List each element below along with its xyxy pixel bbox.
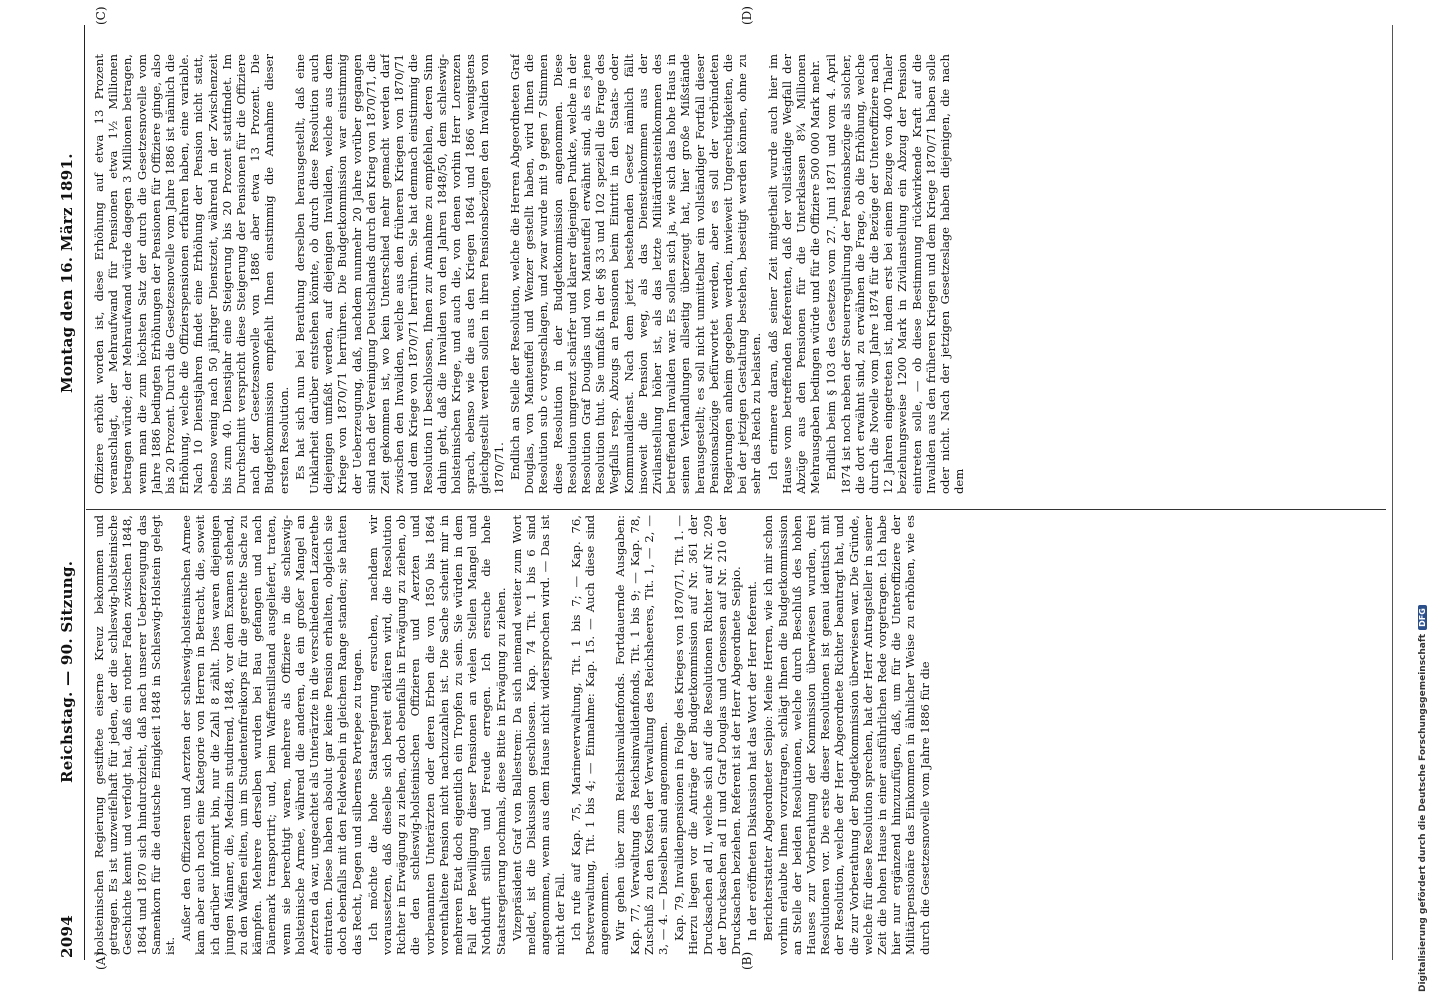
margin-marker-b: (B) [740, 951, 754, 970]
paragraph: Es hat sich nun bei Berathung derselben herausgestellt, daß eine Unklarheit darüber entstehen könnte, ob durch diese Resolution auch diejenigen umfaßt werden, auf diejenigen Invaliden, welche aus dem Kriege von 1870/71 herrühren. Die Budgetkommission war einstimmig der Ueberzeugung, daß, nachdem nunmehr 20 Jahre vorüber gegangen sind nach der Vereinigung Deutschlands durch den Krieg von 1870/71, die Zeit gekommen ist, wo kein Unterschied mehr gemacht werden darf zwischen den Invaliden, welche aus den früheren Kriegen von 1870/71 und dem Kriege von 1870/71 herrühren. Sie hat demnach einstimmig die Resolution II beschlossen, Ihnen zur Annahme zu empfehlen, deren Sinn dahin geht, daß die Invaliden von den Jahren 1848/50, dem schleswig-holsteinischen Kriege, und auch die, von denen vorhin Herr Lorenzen sprach, ebenso wie die aus den Kriegen 1864 und 1866 wenigstens gleichgestellt werden sollen in ihren Pensionsbezügen den Invaliden von 1870/71. [292, 54, 506, 494]
paragraph: holsteinischen Regierung gestiftete eiserne Kreuz bekommen und getragen. Es ist unzweifelhaft für jeden, der die schleswig-holsteinische Geschichte kennt und verfolgt hat, daß ein rother Faden zwischen 1848, 1864 und 1870 sich hindurchzieht, daß nach unserer Ueberzeugung das Samenkorn für die deutsche Einigkeit 1848 in Schleswig-Holstein gelegt ist. [92, 515, 178, 955]
page-header [58, 28, 80, 958]
paragraph: Offiziere erhöht worden ist, diese Erhöhung auf etwa 13 Prozent veranschlagt, der Mehraufwand für Pensionen etwa 1½ Millionen betragen würde; der Mehraufwand würde dagegen 3 Millionen betragen, wenn man die zum höchsten Satz der durch die Gesetzesnovelle vom Jahre 1886 bedingten Erhöhungen der Pensionen für Offiziere ginge, also bis 20 Prozent. Durch die Gesetzesnovelle vom Jahre 1886 ist nämlich die Erhöhung, welche die Offizierspensionen erfahren haben, eine variable. Nach 10 Dienstjahren findet eine Erhöhung der Pension nicht statt, ebenso wenig nach 50 jähriger Dienstzeit, während in der Zwischenzeit bis zum 40. Dienstjahr eine Steigerung bis 20 Prozent stattfindet. Im Durchschnitt verspricht diese Steigerung der Pensionen für die Offiziere nach der Gesetzesnovelle von 1886 aber etwa 13 Prozent. Die Budgetkommission empfiehlt Ihnen einstimmig die Annahme dieser ersten Resolution. [92, 54, 291, 494]
margin-marker-d: (D) [740, 6, 754, 25]
footer-rule [1392, 25, 1393, 960]
paragraph: Ich möchte die hohe Staatsregierung ersuchen, nachdem wir voraussetzen, daß dieselbe sich bereit erklären wird, die Resolution Richter in Erwägung zu ziehen, doch ebenfalls in Erwägung zu ziehen, ob die den schleswig-holsteinischen Offizieren und Aerzten und vorbenannten Unterärzten oder deren Erben die von 1850 bis 1864 vorenthaltene Pension nicht nachzuzahlen ist. Die Sache scheint mir in mehreren Etat doch eigentlich ein Tropfen zu sein. Sie würden in dem Fall der Bewilligung dieser Pensionen an vielen Stellen Mangel und Nothdurft stillen und Freude erregen. Ich ersuche die hohe Staatsregierung nochmals, diese Bitte in Erwägung zu ziehen. [365, 515, 508, 955]
paragraph: Endlich beim § 103 des Gesetzes vom 27. Juni 1871 und vom 4. April 1874 ist noch neben der Steuerregulirung der Pensionsbezüge als solcher, die dort erwähnt sind, zu erwähnen die Frage, ob die Erhöhung, welche durch die Novelle vom Jahre 1874 für die Bezüge der Unteroffiziere nach 12 Jahren eingetreten ist, indem erst bei einem Bezuge von 400 Thaler beziehungsweise 1200 Mark in Zivilanstellung ein Abzug der Pension eintreten solle, — ob diese Bestimmung rückwirkende Kraft auf die Invaliden aus den früheren Kriegen und dem Kriege 1870/71 haben solle oder nicht. Nach der jetzigen Gesetzeslage haben diejenigen, die nach dem [824, 54, 967, 494]
paragraph: Vizepräsident Graf von Ballestrem: Da sich niemand weiter zum Wort meldet, ist die Diskussion geschlossen. Kap. 74 Tit. 1 bis 6 sind angenommen, wenn aus dem Hause nicht widersprochen wird. — Das ist nicht der Fall. [509, 515, 567, 955]
left-column [92, 515, 1382, 955]
page-number: 2094 [58, 915, 76, 958]
dfg-logo: DFG [1418, 605, 1427, 630]
margin-marker-a: (A) [94, 951, 108, 970]
header-rule [84, 25, 85, 960]
margin-marker-c: (C) [94, 6, 108, 25]
paragraph: In der eröffneten Diskussion hat das Wort der Herr Referent. [745, 581, 760, 941]
paragraph: Wir gehen über zum Reichsinvalidenfonds. Fortdauernde Ausgaben: Kap. 77, Verwaltung des Reichsinvalidenfonds, Tit. 1 bis 9; — Kap. 78, Zuschuß zu den Kosten der Verwaltung des Reichsheeres, Tit. 1, — 2, — 3, — 4. — Dieselben sind angenommen. [613, 515, 670, 955]
paragraph: Ich rufe auf Kap. 75, Marineverwaltung, Tit. 1 bis 7; — Kap. 76, Postverwaltung, Tit. 1 bis 4; — Einnahme: Kap. 15. — Auch diese sind angenommen. [568, 515, 612, 955]
session-date: Montag den 16. März 1891. [58, 153, 76, 393]
paragraph: Endlich an Stelle der Resolution, welche die Herren Abgeordneten Graf Douglas, von Manteuffel und Wenzer gestellt haben, wird Ihnen die Resolution sub c vorgeschlagen, und zwar wurde mit 9 gegen 7 Stimmen diese Resolution in der Budgetkommission angenommen. Diese Resolution umgrenzt schärfer und klarer diejenigen Punkte, welche in der Resolution Graf Douglas und von Manteuffel erwähnt sind, als es jene Resolution thut. Sie umfaßt in der §§ 33 und 102 speziell die Frage des Wegfalls resp. Abzugs an Pensionen beim Eintritt in den Staats- oder Kommunaldienst. Nach dem jetzt bestehenden Gesetz nämlich fällt insoweit die Pension weg, als das Diensteinkommen aus der Zivilanstellung höher ist, als das letzte Militärdiensteinkommen des betreffenden Invaliden war. Es sollen sich ja, wie sich das hohe Haus in seinen Verhandlungen allseitig überzeugt hat, hier große Mißstände herausgestellt; es soll nicht unmittelbar ein vollständiger Fortfall dieser Pensionsabzüge befürwortet werden, aber es soll der verbündeten Regierungen anheim gegeben werden, inwieweit Ungerechtigkeiten, die bei der jetzigen Gestaltung bestehen, beseitigt werden können, ohne zu sehr das Reich zu belasten. [507, 54, 764, 494]
paragraph: Berichterstatter Abgeordneter Seipio: Meine Herren, wie ich mir schon vorhin erlaubte Ihnen vorzutragen, schlägt Ihnen die Budgetkommission an Stelle der beiden Resolutionen, welche durch Beschluß des hohen Hauses zur Vorberathung der Kommission überwiesen wurden, drei Resolutionen vor. Die erste dieser Resolutionen ist genau identisch mit der Resolution, welche der Herr Abgeordnete Richter beantragt hat, und die zur Vorberathung der Budgetkommission überwiesen war. Die Gründe, welche für diese Resolution sprechen, hat der Herr Antragsteller in seiner Zeit die hohen Hause in einer ausführlichen Rede vorgetragen. Ich habe hier nur ergänzend hinzuzufügen, daß, um für die Unteroffiziere der Militärpensionäre das Einkommen in ähnlicher Weise zu erhöhen, wie es durch die Gesetzesnovelle vom Jahre 1886 für die [761, 515, 932, 955]
digitization-credit [1418, 0, 1432, 1000]
right-column [92, 54, 1382, 494]
session-title: Reichstag. — 90. Sitzung. [58, 560, 76, 783]
paragraph: Außer den Offizieren und Aerzten der schleswig-holsteinischen Armee kam aber auch noch eine Kategorie von Herren in Betracht, die, soweit ich darüber informirt bin, nur die Zahl 8 zählt. Dies waren diejenigen jungen Männer, die, Medizin studirend, 1848, vor dem Examen stehend, zu den Waffen eilten, um im Studentenfreikorps für die gerechte Sache zu kämpfen. Mehrere derselben wurden bei Bau gefangen und nach Dänemark transportirt; und, beim Waffenstillstand ausgeliefert, traten, wenn sie berechtigt waren, mehrere als Offiziere in die schleswig-holsteinische Armee, während die anderen, da ein großer Mangel an Aerzten da war, ungeachtet als Unterärzte in die verschiedenen Lazarethe eintraten. Diese haben absolut gar keine Pension erhalten, obgleich sie doch ebenfalls mit den Feldwebeln in gleichem Range standen; sie hatten das Recht, Degen und silbernes Portepee zu tragen. [179, 515, 364, 955]
paragraph: Kap. 79, Invalidenpensionen in Folge des Krieges von 1870/71, Tit. 1. — Hierzu liegen vor die Anträge der Budgetkommission auf Nr. 361 der Drucksachen ad II, welche sich auf die Resolutionen Richter auf Nr. 209 der Drucksachen ad II und Graf Douglas und Genossen auf Nr. 210 der Drucksachen beziehen. Referent ist der Herr Abgeordnete Seipio. [672, 515, 743, 955]
column-divider [86, 509, 1386, 510]
paragraph: Ich erinnere daran, daß seiner Zeit mitgetheilt wurde auch hier im Hause vom betreffenden Referenten, daß der vollständige Wegfall der Abzüge aus den Pensionen für die Unterklassen 8¾ Millionen Mehrausgaben bedingen würde und für die Offiziere 500 000 Mark mehr. [765, 54, 823, 494]
credit-text: Digitalisierung gefördert durch die Deutsche Forschungsgemeinschaft [1418, 633, 1428, 992]
